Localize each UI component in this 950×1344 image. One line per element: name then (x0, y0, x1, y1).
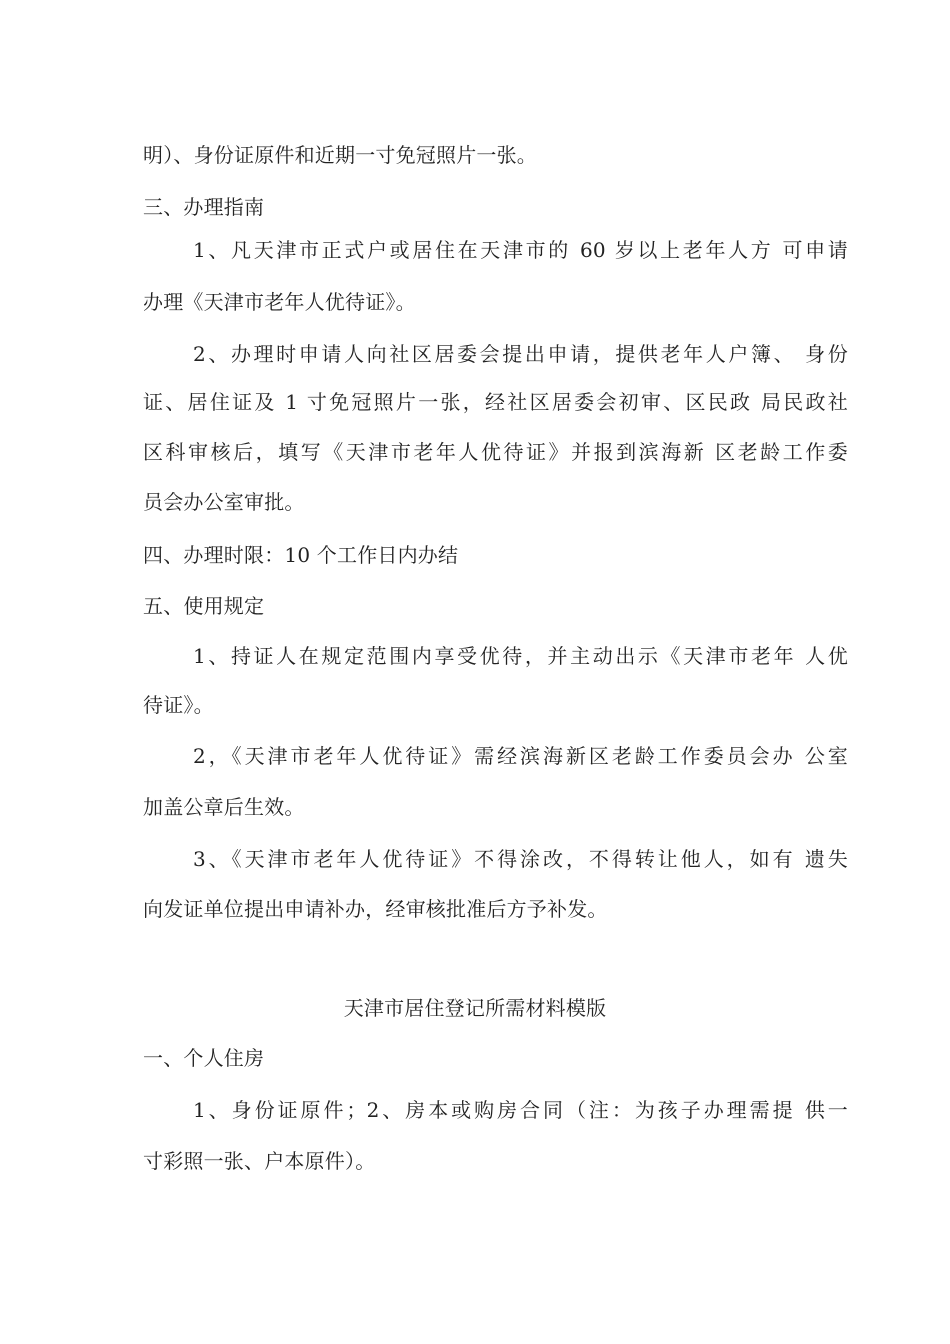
paragraph-line: 证、居住证及 1 寸免冠照片一张，经社区居委会初审、区民政 局民政社 (143, 390, 848, 414)
paragraph-line: 寸彩照一张、户本原件）。 (143, 1149, 376, 1173)
paragraph-line: 待证》。 (143, 693, 214, 717)
paragraph-line: 明）、身份证原件和近期一寸免冠照片一张。 (143, 143, 537, 167)
section-title: 天津市居住登记所需材料模版 (343, 996, 607, 1020)
paragraph-line: 2，《天津市老年人优待证》需经滨海新区老龄工作委员会办 公室 (193, 744, 848, 768)
section-heading: 四、办理时限：10 个工作日内办结 (143, 543, 459, 567)
paragraph-line: 2、办理时申请人向社区居委会提出申请，提供老年人户簿、 身份 (193, 342, 848, 366)
paragraph-line: 办理《天津市老年人优待证》。 (143, 290, 416, 314)
section-heading: 一、个人住房 (143, 1046, 265, 1070)
section-heading: 五、使用规定 (143, 594, 265, 618)
paragraph-line: 员会办公室审批。 (143, 490, 305, 514)
section-heading: 三、办理指南 (143, 195, 265, 219)
paragraph-line: 区科审核后，填写《天津市老年人优待证》并报到滨海新 区老龄工作委 (143, 440, 848, 464)
paragraph-line: 1、身份证原件；2、房本或购房合同（注：为孩子办理需提 供一 (193, 1098, 848, 1122)
paragraph-line: 向发证单位提出申请补办，经审核批准后方予补发。 (143, 897, 608, 921)
paragraph-line: 加盖公章后生效。 (143, 795, 305, 819)
paragraph-line: 1、凡天津市正式户或居住在天津市的 60 岁以上老年人方 可申请 (193, 238, 848, 262)
paragraph-line: 1、持证人在规定范围内享受优待，并主动出示《天津市老年 人优 (193, 644, 848, 668)
paragraph-line: 3、《天津市老年人优待证》不得涂改，不得转让他人，如有 遗失 (193, 847, 848, 871)
